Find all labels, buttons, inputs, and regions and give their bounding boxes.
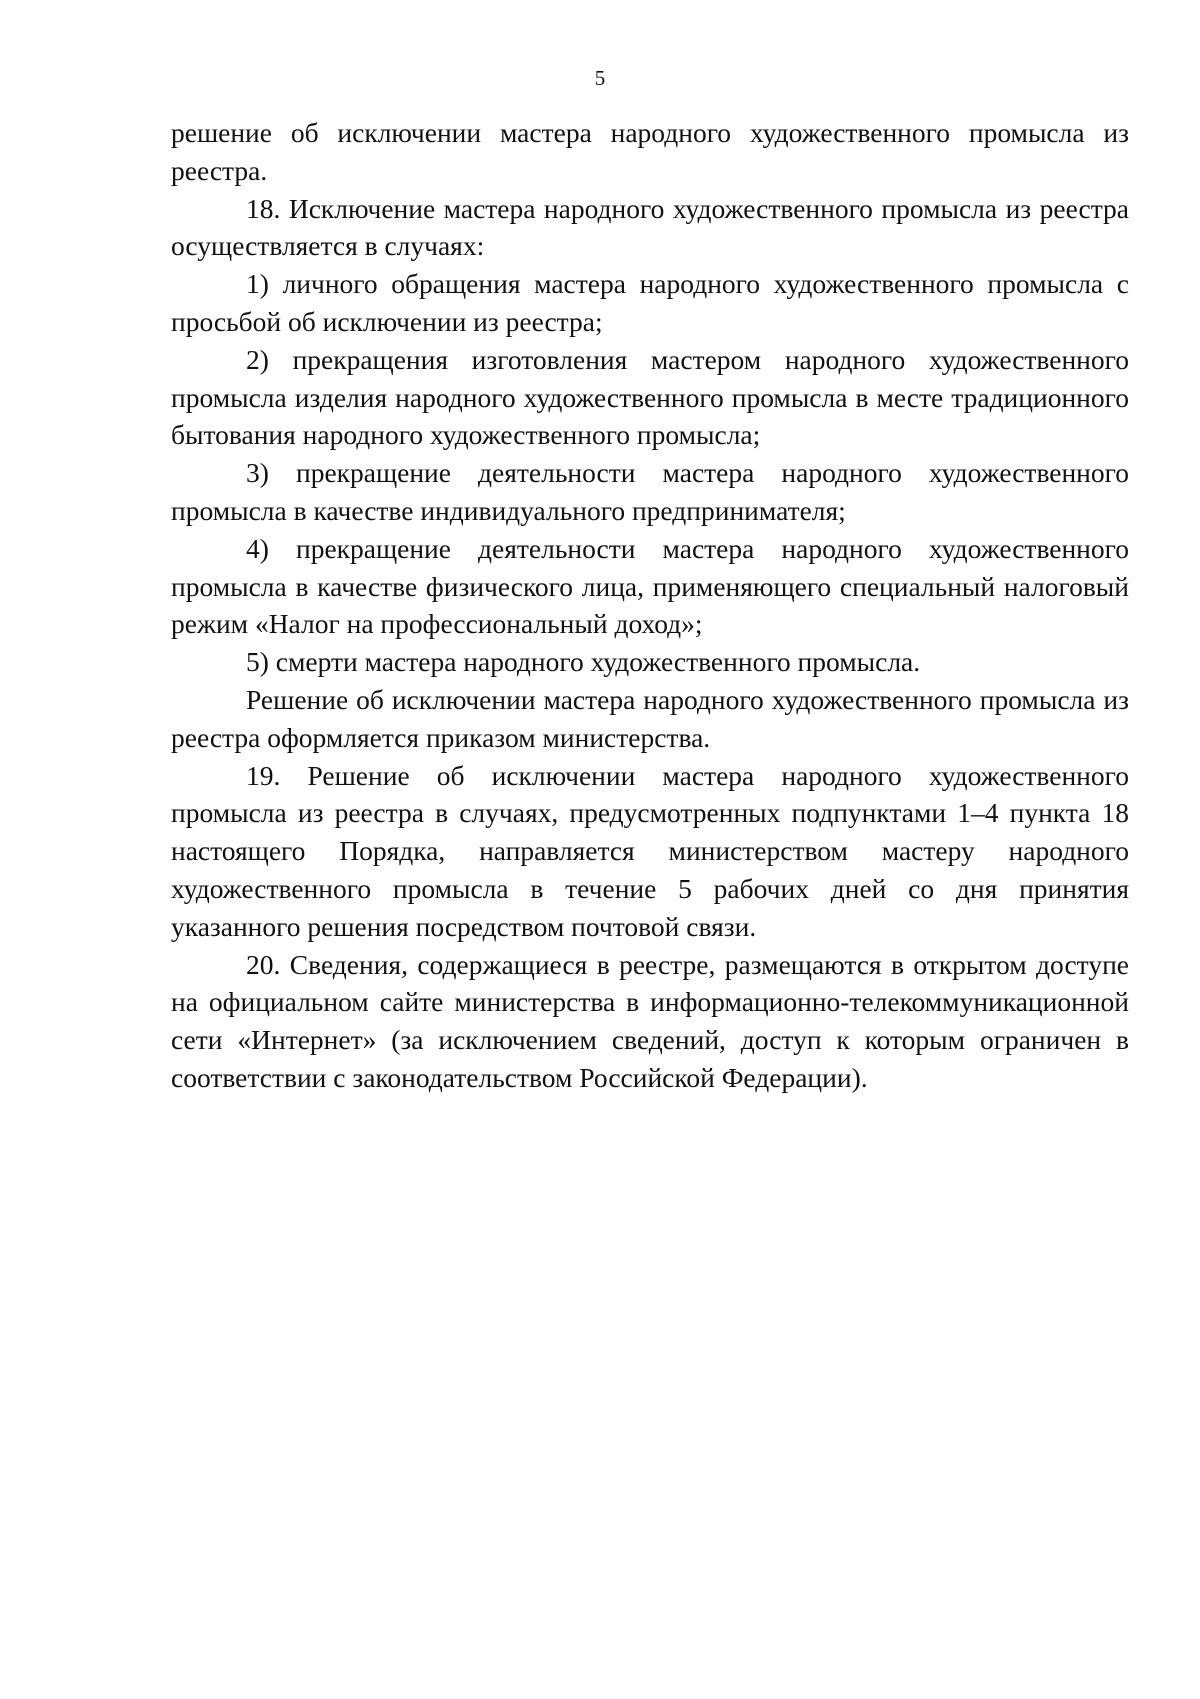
paragraph-continuation: решение об исключении мастера народного художественного промысла из реестра. xyxy=(171,117,1129,186)
subitem-2: 2) прекращения изготовления мастером народного художественного промысла изделия народного художественного промысла в месте традиционного бытования народного художественного промысла; xyxy=(171,343,1129,451)
subitem-5: 5) смерти мастера народного художественного промысла. xyxy=(246,646,921,678)
paragraph-item-19: 19. Решение об исключении мастера народного художественного промысла из реестра в случаях, предусмотренных подпунктами 1–4 пункта 18 настоящего Порядка, направляется министерством мастеру народного художественного промысла в течение 5 рабочих дней со дня принятия указанного решения посредством почтовой связи. xyxy=(171,759,1129,942)
subitem-4: 4) прекращение деятельности мастера народного художественного промысла в качестве физического лица, применяющего специальный налоговый режим «Налог на профессиональный доход»; xyxy=(171,532,1129,640)
subitem-3: 3) прекращение деятельности мастера народного художественного промысла в качестве индивидуального предпринимателя; xyxy=(171,457,1129,526)
subitem-1: 1) личного обращения мастера народного художественного промысла с просьбой об исключении из реестра; xyxy=(171,268,1129,337)
page-number: 5 xyxy=(594,66,606,90)
paragraph-item-20: 20. Сведения, содержащиеся в реестре, размещаются в открытом доступе на официальном сайте министерства в информационно-телекоммуникационной сети «Интернет» (за исключением сведений, доступ к которым ограничен в соответствии с законодательством Российской Федерации). xyxy=(171,948,1129,1093)
paragraph-item-18: 18. Исключение мастера народного художественного промысла из реестра осуществляется в случаях: xyxy=(171,192,1129,262)
paragraph-decision: Решение об исключении мастера народного художественного промысла из реестра оформляется приказом министерства. xyxy=(171,683,1129,753)
document-body xyxy=(171,114,1129,1097)
